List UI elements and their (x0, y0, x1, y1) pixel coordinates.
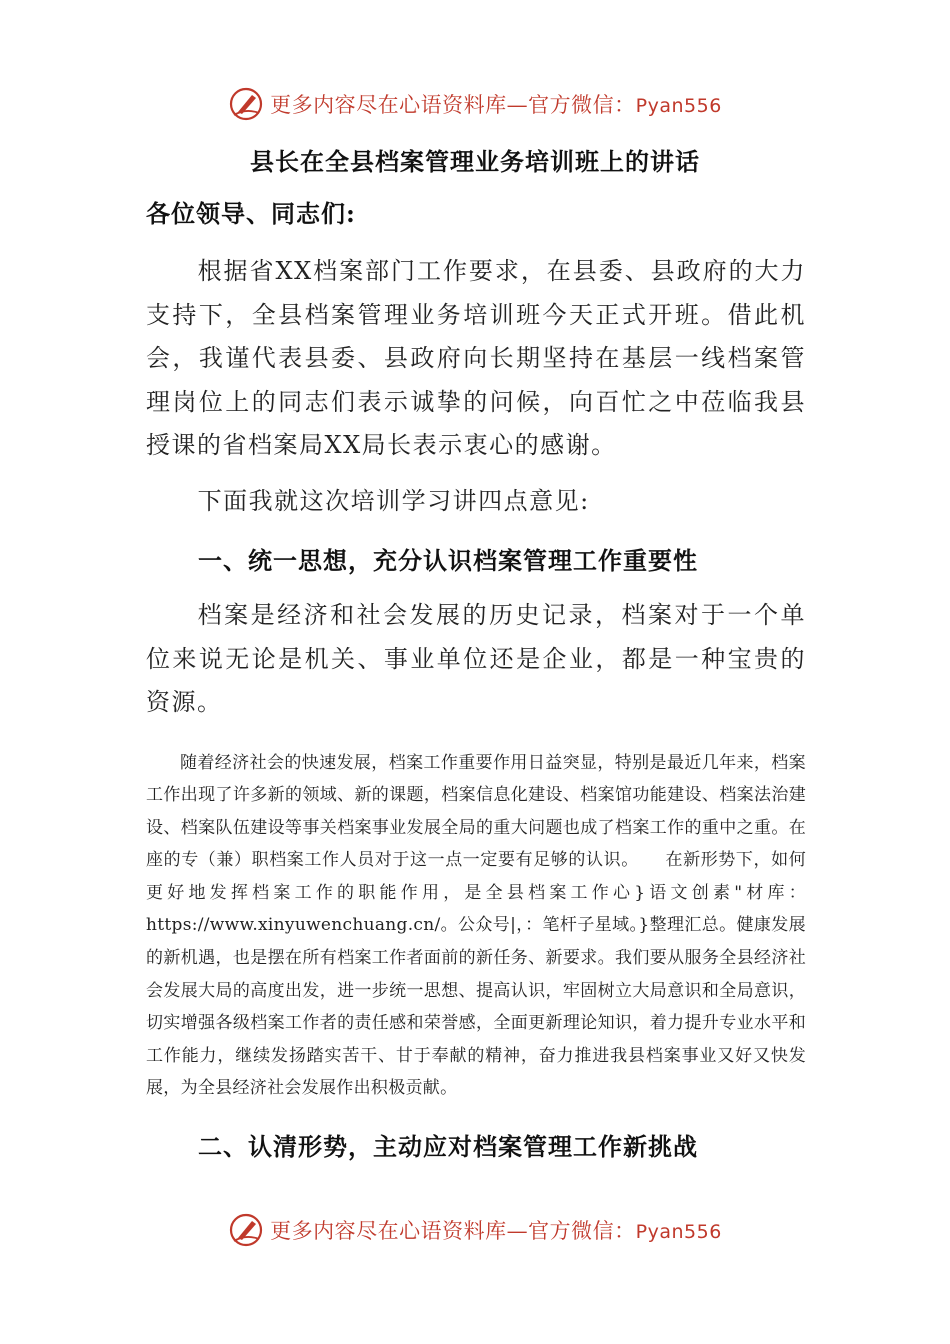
banner-text: 更多内容尽在心语资料库—官方微信：Pyan556 (270, 1219, 722, 1243)
document-title: 县长在全县档案管理业务培训班上的讲话 (250, 147, 700, 176)
paragraph-intro: 根据省XX档案部门工作要求，在县委、县政府的大力支持下，全县档案管理业务培训班今天正式开班。借此机会，我谨代表县委、县政府向长期坚持在基层一线档案管理岗位上的同志们表示诚挚的问候，向百忙之中莅临我县授课的省档案局XX局长表示衷心的感谢。 (146, 257, 806, 459)
paragraph-archive-value: 档案是经济和社会发展的历史记录，档案对于一个单位来说无论是机关、事业单位还是企业，都是一种宝贵的资源。 (146, 601, 806, 716)
document-body (146, 250, 806, 1168)
banner-wechat: Pyan556 (635, 1221, 722, 1243)
header-banner (0, 84, 950, 124)
pen-circle-logo-icon (228, 1212, 264, 1248)
paragraph-outline: 下面我就这次培训学习讲四点意见: (197, 486, 590, 515)
banner-wechat: Pyan556 (635, 95, 722, 117)
footer-banner (0, 1210, 950, 1250)
pen-circle-logo-icon (228, 86, 264, 122)
paragraph-development: 随着经济社会的快速发展，档案工作重要作用日益突显，特别是最近几年来，档案工作出现了许多新的领域、新的课题，档案信息化建设、档案馆功能建设、档案法治建设、档案队伍建设等事关档案事业发展全局的重大问题也成了档案工作的重中之重。在座的专（兼）职档案工作人员对于这一点一定要有足够的认识。 在新形势下，如何更好地发挥档案工作的职能作用，是全县档案工作心}语文创素"材库：https://www.xinyuwenchuang.cn/。公众号|，：笔杆子星域。}整理汇总。健康发展的新机遇，也是摆在所有档案工作者面前的新任务、新要求。我们要从服务全县经济社会发展大局的高度出发，进一步统一思想、提高认识，牢固树立大局意识和全局意识，切实增强各级档案工作者的责任感和荣誉感，全面更新理论知识，着力提升专业水平和工作能力，继续发扬踏实苦干、甘于奉献的精神，奋力推进我县档案事业又好又快发展，为全县经济社会发展作出积极贡献。 (146, 752, 806, 1099)
section-heading-1: 一、统一思想，充分认识档案管理工作重要性 (198, 546, 698, 575)
greeting: 各位领导、同志们: (146, 199, 356, 228)
banner-text: 更多内容尽在心语资料库—官方微信：Pyan556 (270, 93, 722, 117)
section-heading-2: 二、认清形势，主动应对档案管理工作新挑战 (198, 1132, 698, 1162)
